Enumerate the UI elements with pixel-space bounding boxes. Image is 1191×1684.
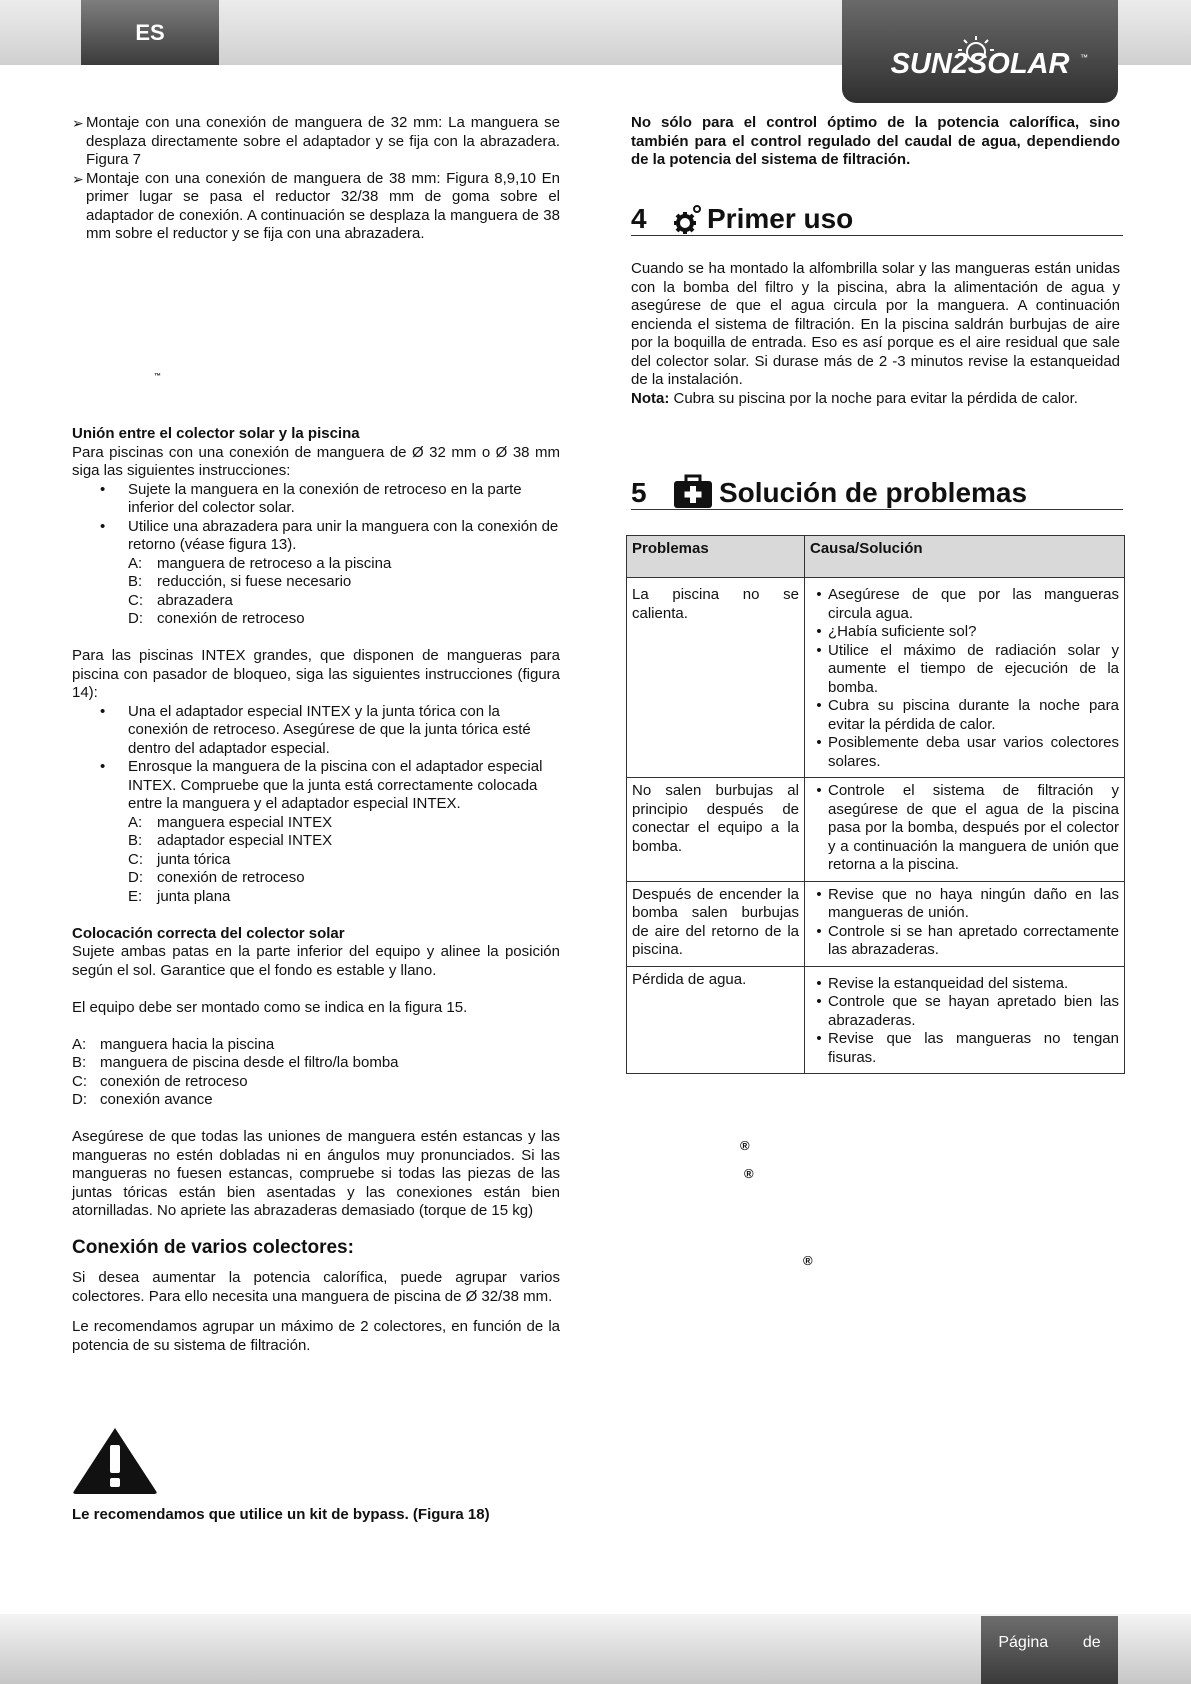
- section-4-heading: [631, 190, 1123, 236]
- list-item: • Una el adaptador especial INTEX y la junta tórica con la conexión de retroceso. Asegúrese de que la junta tórica esté dentro del adaptador especial.: [100, 702, 531, 757]
- registered-mark: ®: [803, 1253, 813, 1268]
- list-item: • Sujete la manguera en la conexión de retroceso en la parte inferior del colector solar.: [100, 480, 522, 516]
- warning-icon: [72, 1425, 158, 1495]
- arrow-bullet-icon: ➢: [72, 115, 84, 131]
- solution-cell: • Asegúrese de que por las mangueras circula agua. • ¿Había suficiente sol? • Utilice el máximo de radiación solar y aumente el tiempo de ejecución de la bomba. • Cubra su piscina durante la noche para evitar la pérdida de calor. • Posiblemente deba usar varios colectores solares.: [805, 578, 1125, 778]
- left-column: [72, 114, 560, 244]
- language-tab: [81, 0, 219, 65]
- table-row: [627, 778, 1125, 882]
- intro-bold-text: No sólo para el control óptimo de la potencia calorífica, sino también para el control regulado del caudal de agua, dependiendo de la potencia del sistema de filtración.: [631, 114, 1120, 168]
- list-item: • Utilice una abrazadera para unir la manguera con la conexión de retorno (véase figura 13).: [100, 517, 559, 553]
- list-item: ➢ Montaje con una conexión de manguera de 38 mm: Figura 8,9,10 En primer lugar se pasa el reductor 32/38 mm de goma sobre el adaptador de conexión. A continuación se desplaza la manguera de 38 mm sobre el reductor y se fija con una abrazadera.: [72, 169, 560, 242]
- brand-name: SUN2SOLAR: [890, 48, 1070, 80]
- multi-p1: Si desea aumentar la potencia calorífica, puede agrupar varios colectores. Para ello necesita una manguera de piscina de Ø 32/38 mm.: [72, 1269, 560, 1305]
- first-use-section: [631, 260, 1120, 408]
- troubleshooting-table: [626, 535, 1125, 1074]
- list-item: • Enrosque la manguera de la piscina con el adaptador especial INTEX. Compruebe que la junta está correctamente colocada entre la manguera y el adaptador especial INTEX.: [100, 758, 543, 812]
- solution-cell: • Controle el sistema de filtración y asegúrese de que el agua de la piscina pasa por la bomba, después por el colector y a continuación la manguera de unión que retorna a la piscina.: [805, 778, 1125, 882]
- placement-text: Sujete ambas patas en la parte inferior del equipo y alinee la posición según el sol. Garantice que el fondo es estable y llano.: [72, 943, 560, 979]
- section-title: Primer uso: [707, 203, 854, 234]
- brand-logo: [842, 30, 1118, 90]
- union-intro: Para piscinas con una conexión de manguera de Ø 32 mm o Ø 38 mm siga las siguientes instrucciones:: [72, 443, 560, 479]
- bypass-recommendation: Le recomendamos que utilice un kit de bypass. (Figura 18): [72, 1506, 490, 1523]
- page-de-label: de: [1082, 1634, 1101, 1651]
- problem-cell: Después de encender la bomba salen burbujas de aire del retorno de la piscina.: [627, 881, 805, 966]
- registered-mark: ®: [740, 1138, 750, 1153]
- table-row: [627, 966, 1125, 1074]
- solution-cell: • Revise que no haya ningún daño en las mangueras de unión. • Controle si se han apretado correctamente las abrazaderas.: [805, 881, 1125, 966]
- problem-cell: Pérdida de agua.: [627, 966, 805, 1074]
- note: Nota: Cubra su piscina por la noche para evitar la pérdida de calor.: [631, 389, 1078, 407]
- column-header: Causa/Solución: [805, 536, 1125, 578]
- section-5-heading: [631, 466, 1123, 510]
- placement-title: Colocación correcta del colector solar: [72, 924, 345, 942]
- table-row: [627, 881, 1125, 966]
- brand-logo-tab: [842, 0, 1118, 103]
- section-title: Solución de problemas: [719, 477, 1028, 508]
- multi-p2: Le recomendamos agrupar un máximo de 2 colectores, en función de la potencia de su sistema de filtración.: [72, 1318, 560, 1354]
- brand-trademark: ™: [1080, 53, 1088, 62]
- first-aid-kit-icon: [673, 473, 713, 509]
- list-item: ➢ Montaje con una conexión de manguera de 32 mm: La manguera se desplaza directamente sobre el adaptador y se fija con la abrazadera. Figura 7: [72, 114, 560, 168]
- problem-cell: No salen burbujas al principio después de conectar el equipo a la bomba.: [627, 778, 805, 882]
- table-row: [627, 578, 1125, 778]
- problem-cell: La piscina no se calienta.: [627, 578, 805, 778]
- gear-icon: [673, 203, 703, 235]
- page-label: Página: [998, 1634, 1049, 1651]
- union-parts-list: A: manguera de retroceso a la piscina B: reducción, si fuese necesario C: abrazadera D: conexión de retroceso: [128, 554, 392, 627]
- arrow-bullet-icon: ➢: [72, 170, 84, 187]
- intex-parts-list: A: manguera especial INTEX B: adaptador especial INTEX C: junta tórica D: conexión de retroceso E: junta plana: [128, 813, 333, 905]
- trademark-mark: ™: [154, 373, 161, 380]
- solution-cell: • Revise la estanqueidad del sistema. • Controle que se hayan apretado bien las abrazaderas. • Revise que las mangueras no tengan fisuras.: [805, 966, 1125, 1074]
- section-number: 5: [631, 477, 647, 508]
- section-number: 4: [631, 203, 647, 234]
- multi-collector-title: Conexión de varios colectores:: [72, 1236, 354, 1258]
- column-header: Problemas: [627, 536, 805, 578]
- registered-mark: ®: [744, 1166, 754, 1181]
- placement-list: A: manguera hacia la piscina B: manguera de piscina desde el filtro/la bomba C: conexión de retroceso D: conexión avance: [72, 1035, 399, 1108]
- table-header-row: [627, 536, 1125, 578]
- page-number-tab: [981, 1616, 1118, 1684]
- intex-intro: Para las piscinas INTEX grandes, que disponen de mangueras para piscina con pasador de bloqueo, siga las siguientes instrucciones (figura 14):: [72, 647, 560, 701]
- language-label: ES: [135, 19, 165, 45]
- placement-check: Asegúrese de que todas las uniones de manguera estén estancas y las mangueras no estén dobladas ni en ángulos muy pronunciados. Si las mangueras no fuesen estancas, compruebe si todas las piezas de las juntas tóricas están bien asentadas y las conexiones están bien atornilladas. No apriete las abrazaderas demasiado (torque de 15 kg): [72, 1128, 560, 1219]
- union-title: Unión entre el colector solar y la piscina: [72, 425, 360, 442]
- union-section: [72, 425, 560, 1355]
- placement-figure-note: El equipo debe ser montado como se indica en la figura 15.: [72, 998, 468, 1016]
- first-use-text: Cuando se ha montado la alfombrilla solar y las mangueras están unidas con la bomba del filtro y la piscina, abra la alimentación de agua y asegúrese de que el agua circula por la manguera. A continuación encienda el sistema de filtración. En la piscina saldrán burbujas de aire por la boquilla de entrada. Eso es así porque es el aire residual que sale del colector solar. Si durase más de 2 -3 minutos revise la estanqueidad de la instalación.: [631, 260, 1120, 388]
